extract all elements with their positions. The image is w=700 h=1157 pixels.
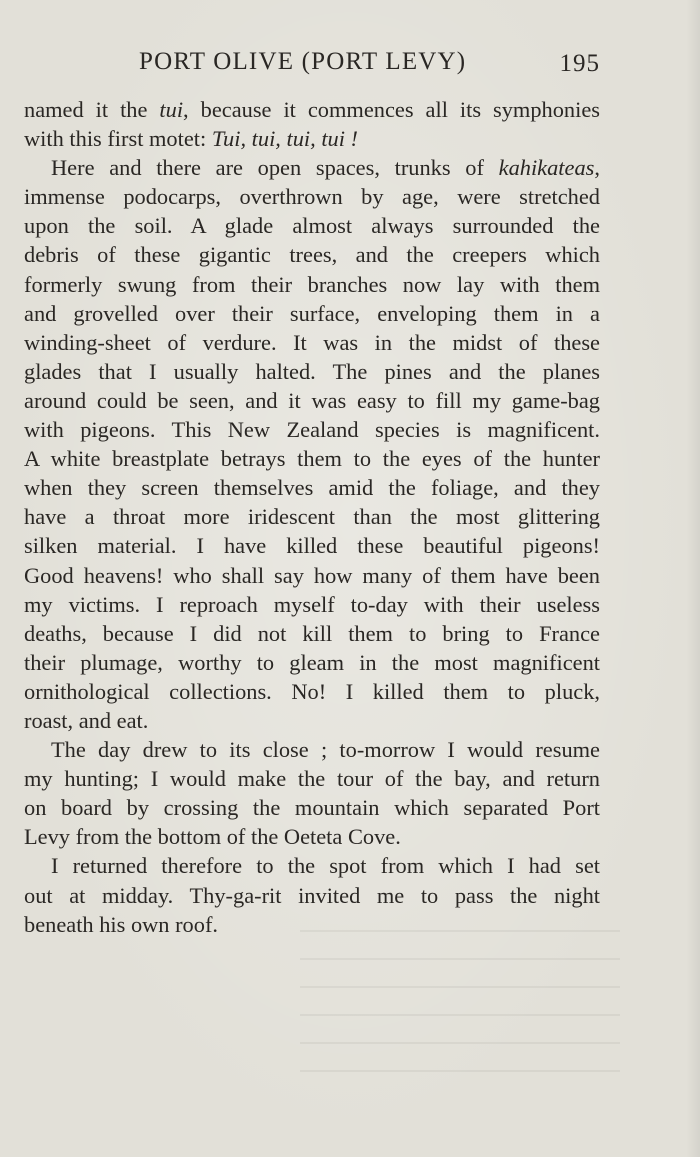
page-number: 195 [559, 50, 600, 77]
text-line [24, 561, 600, 590]
text-line [24, 270, 600, 299]
text-line [24, 153, 600, 182]
text-line [24, 182, 600, 211]
text-run: A white breastplate betrays them to the eyes of the hunter [24, 446, 600, 472]
text-line [24, 386, 600, 415]
running-head [24, 48, 600, 82]
text-run: , [594, 155, 600, 181]
text-run: debris of these gigantic trees, and the creepers which [24, 242, 600, 268]
text-line [24, 735, 600, 764]
text-run: glades that I usually halted. The pines and the planes [24, 358, 600, 384]
text-run: my victims. I reproach myself to-day with their useless [24, 591, 600, 617]
text-line [24, 648, 600, 677]
text-run: I returned therefore to the spot from which I had set [51, 853, 600, 879]
text-line [24, 415, 600, 444]
text-run: ornithological collections. No! I killed them to pluck, [24, 678, 600, 704]
text-line [24, 240, 600, 269]
text-line [24, 95, 600, 124]
text-run: around could be seen, and it was easy to fill my game-bag [24, 387, 600, 413]
body-text [24, 95, 600, 939]
text-run: out at midday. Thy-ga-rit invited me to pass the night [24, 882, 600, 908]
text-run: The day drew to its close ; to-morrow I would resume [51, 737, 600, 763]
text-line [24, 473, 600, 502]
text-line [24, 881, 600, 910]
text-line [24, 444, 600, 473]
text-run: have a throat more iridescent than the most glittering [24, 504, 600, 530]
text-run: silken material. I have killed these beautiful pigeons! [24, 533, 600, 559]
page-edge-shadow [686, 0, 700, 1157]
text-line [24, 677, 600, 706]
text-line [24, 299, 600, 328]
text-line [24, 706, 600, 735]
text-line [24, 851, 600, 880]
text-line [24, 124, 600, 153]
text-run: my hunting; I would make the tour of the bay, and return [24, 766, 600, 792]
text-line [24, 822, 600, 851]
text-run: when they screen themselves amid the foliage, and they [24, 475, 600, 501]
italic-text: Tui, tui, tui, tui ! [211, 126, 359, 152]
text-line [24, 502, 600, 531]
text-run: their plumage, worthy to gleam in the most magnificent [24, 649, 600, 675]
text-run: beneath his own roof. [24, 911, 219, 937]
text-run: with pigeons. This New Zealand species is magnificent. [24, 417, 600, 443]
text-run: roast, and eat. [24, 707, 149, 733]
running-title: PORT OLIVE (PORT LEVY) [139, 48, 467, 75]
text-run: and grovelled over their surface, enveloping them in a [24, 300, 600, 326]
italic-text: kahikateas [498, 155, 595, 181]
text-run: with this first motet: [24, 126, 212, 152]
show-through-bleed [300, 930, 620, 1080]
text-line [24, 357, 600, 386]
text-line [24, 590, 600, 619]
text-run: , because it commences all its symphonies [183, 97, 600, 122]
text-run: Good heavens! who shall say how many of them have been [24, 562, 600, 588]
text-run: Here and there are open spaces, trunks of [51, 155, 499, 181]
text-run: formerly swung from their branches now lay with them [24, 271, 600, 297]
text-line [24, 211, 600, 240]
text-run: winding-sheet of verdure. It was in the midst of these [24, 329, 600, 355]
text-line [24, 793, 600, 822]
italic-text: tui [159, 97, 184, 122]
text-line [24, 619, 600, 648]
text-line [24, 531, 600, 560]
text-line [24, 764, 600, 793]
text-line [24, 328, 600, 357]
text-run: named it the [24, 97, 160, 122]
text-run: on board by crossing the mountain which separated Port [24, 795, 600, 821]
text-run: deaths, because I did not kill them to bring to France [24, 620, 600, 646]
text-run: immense podocarps, overthrown by age, were stretched [24, 184, 600, 210]
text-run: upon the soil. A glade almost always surrounded the [24, 213, 600, 239]
text-run: Levy from the bottom of the Oeteta Cove. [24, 824, 401, 850]
